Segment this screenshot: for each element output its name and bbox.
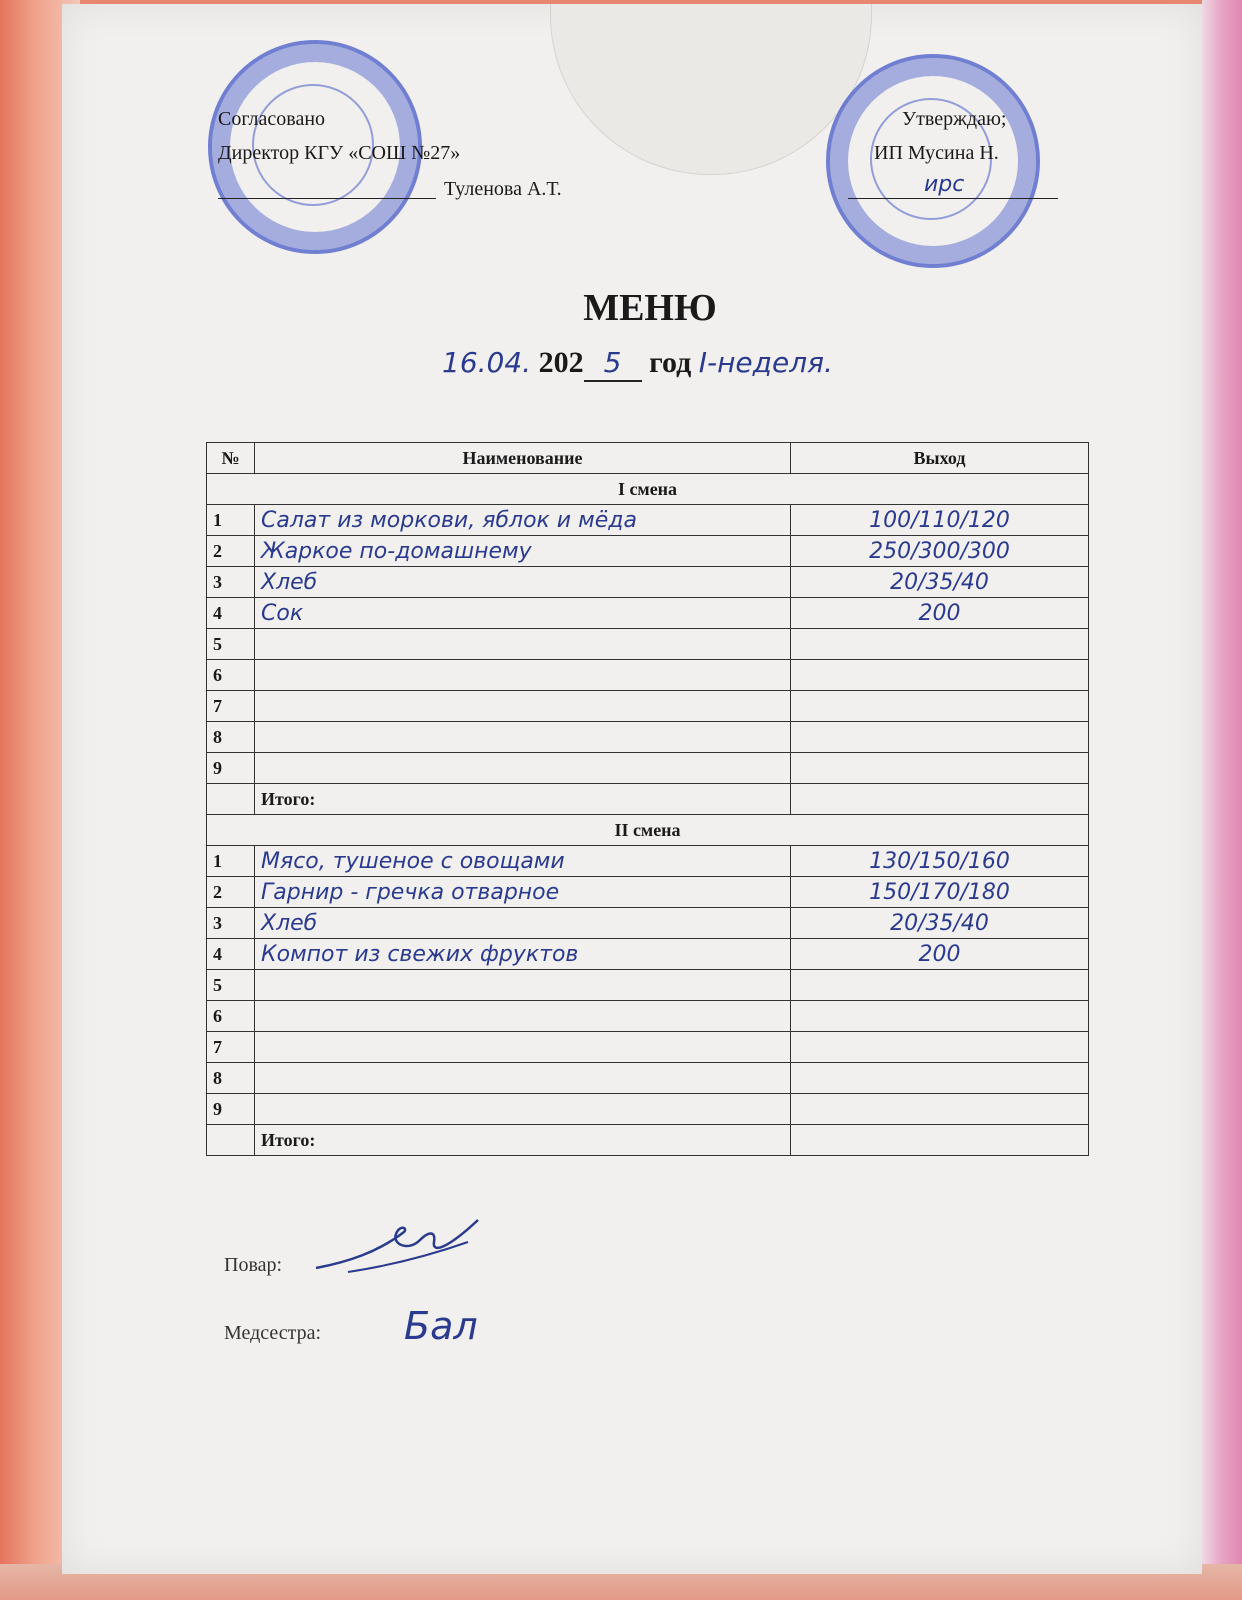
ip-signature-line xyxy=(848,198,1058,199)
menu-table xyxy=(206,442,1089,1156)
dish-yield: 20/35/40 xyxy=(791,908,1089,939)
dish-name xyxy=(255,660,791,691)
row-number: 4 xyxy=(207,598,255,629)
date-year-prefix: 202 xyxy=(538,346,584,379)
table-row xyxy=(207,691,1089,722)
dish-yield xyxy=(791,1001,1089,1032)
shift-label: II смена xyxy=(207,815,1089,846)
row-number: 4 xyxy=(207,939,255,970)
dish-name: Компот из свежих фруктов xyxy=(255,939,791,970)
dish-yield xyxy=(791,660,1089,691)
dish-name xyxy=(255,629,791,660)
table-row xyxy=(207,846,1089,877)
nurse-label: Медсестра: xyxy=(224,1322,322,1344)
row-number: 6 xyxy=(207,1001,255,1032)
cook-label: Повар: xyxy=(224,1254,283,1276)
table-row xyxy=(207,505,1089,536)
total-row xyxy=(207,1125,1089,1156)
total-number-cell xyxy=(207,784,255,815)
dish-name xyxy=(255,691,791,722)
table-row xyxy=(207,753,1089,784)
hanger-cutout xyxy=(550,4,872,175)
nurse-signature: Бал xyxy=(404,1304,478,1348)
cook-signature xyxy=(308,1212,488,1282)
table-row xyxy=(207,536,1089,567)
dish-yield xyxy=(791,970,1089,1001)
row-number: 6 xyxy=(207,660,255,691)
date-day-month: 16.04. xyxy=(442,346,532,379)
dish-name xyxy=(255,722,791,753)
dish-name xyxy=(255,1094,791,1125)
dish-yield xyxy=(791,1032,1089,1063)
total-value xyxy=(791,784,1089,815)
dish-name: Мясо, тушеное с овощами xyxy=(255,846,791,877)
approved-label: Согласовано xyxy=(218,108,326,130)
table-row xyxy=(207,1032,1089,1063)
ip-signature: ирс xyxy=(924,172,965,197)
dish-yield xyxy=(791,1094,1089,1125)
table-row xyxy=(207,1001,1089,1032)
row-number: 9 xyxy=(207,753,255,784)
dish-yield xyxy=(791,629,1089,660)
dish-yield xyxy=(791,1063,1089,1094)
row-number: 7 xyxy=(207,691,255,722)
row-number: 8 xyxy=(207,1063,255,1094)
approve-label: Утверждаю; xyxy=(902,108,1007,130)
director-name: Туленова А.Т. xyxy=(444,178,562,200)
total-value xyxy=(791,1125,1089,1156)
row-number: 3 xyxy=(207,908,255,939)
row-number: 3 xyxy=(207,567,255,598)
frame-right xyxy=(1202,0,1242,1600)
table-row xyxy=(207,722,1089,753)
dish-name: Хлеб xyxy=(255,567,791,598)
dish-name: Жаркое по-домашнему xyxy=(255,536,791,567)
date-year-digit: 5 xyxy=(603,346,622,379)
col-header-yield: Выход xyxy=(791,443,1089,474)
dish-name xyxy=(255,753,791,784)
dish-yield: 200 xyxy=(791,598,1089,629)
col-header-number: № xyxy=(207,443,255,474)
total-label: Итого: xyxy=(255,784,791,815)
ip-name: ИП Мусина Н. xyxy=(874,142,999,164)
table-row xyxy=(207,660,1089,691)
dish-yield xyxy=(791,722,1089,753)
page-title: МЕНЮ xyxy=(583,287,717,329)
table-row xyxy=(207,939,1089,970)
table-row xyxy=(207,1094,1089,1125)
dish-name: Салат из моркови, яблок и мёда xyxy=(255,505,791,536)
dish-name: Сок xyxy=(255,598,791,629)
dish-yield: 100/110/120 xyxy=(791,505,1089,536)
menu-sheet xyxy=(62,4,1202,1574)
dish-name xyxy=(255,1063,791,1094)
director-label: Директор КГУ «СОШ №27» xyxy=(218,142,461,164)
dish-name: Хлеб xyxy=(255,908,791,939)
dish-yield: 250/300/300 xyxy=(791,536,1089,567)
row-number: 2 xyxy=(207,536,255,567)
dish-yield xyxy=(791,753,1089,784)
table-row xyxy=(207,877,1089,908)
dish-name: Гарнир - гречка отварное xyxy=(255,877,791,908)
row-number: 9 xyxy=(207,1094,255,1125)
total-label: Итого: xyxy=(255,1125,791,1156)
row-number: 1 xyxy=(207,505,255,536)
dish-yield: 200 xyxy=(791,939,1089,970)
date-week-note: I-неделя. xyxy=(698,346,833,379)
total-row xyxy=(207,784,1089,815)
shift-row xyxy=(207,815,1089,846)
table-row xyxy=(207,908,1089,939)
shift-label: I смена xyxy=(207,474,1089,505)
dish-name xyxy=(255,1032,791,1063)
table-row xyxy=(207,567,1089,598)
shift-row xyxy=(207,474,1089,505)
row-number: 1 xyxy=(207,846,255,877)
dish-name xyxy=(255,970,791,1001)
dish-yield: 150/170/180 xyxy=(791,877,1089,908)
total-number-cell xyxy=(207,1125,255,1156)
director-signature-line xyxy=(218,198,436,199)
row-number: 2 xyxy=(207,877,255,908)
table-row xyxy=(207,629,1089,660)
table-row xyxy=(207,970,1089,1001)
table-row xyxy=(207,1063,1089,1094)
date-line xyxy=(442,346,833,382)
table-header-row xyxy=(207,443,1089,474)
dish-yield: 130/150/160 xyxy=(791,846,1089,877)
col-header-name: Наименование xyxy=(255,443,791,474)
row-number: 5 xyxy=(207,970,255,1001)
row-number: 7 xyxy=(207,1032,255,1063)
table-row xyxy=(207,598,1089,629)
date-year-suffix: год xyxy=(649,346,692,379)
dish-yield: 20/35/40 xyxy=(791,567,1089,598)
row-number: 8 xyxy=(207,722,255,753)
dish-yield xyxy=(791,691,1089,722)
row-number: 5 xyxy=(207,629,255,660)
dish-name xyxy=(255,1001,791,1032)
